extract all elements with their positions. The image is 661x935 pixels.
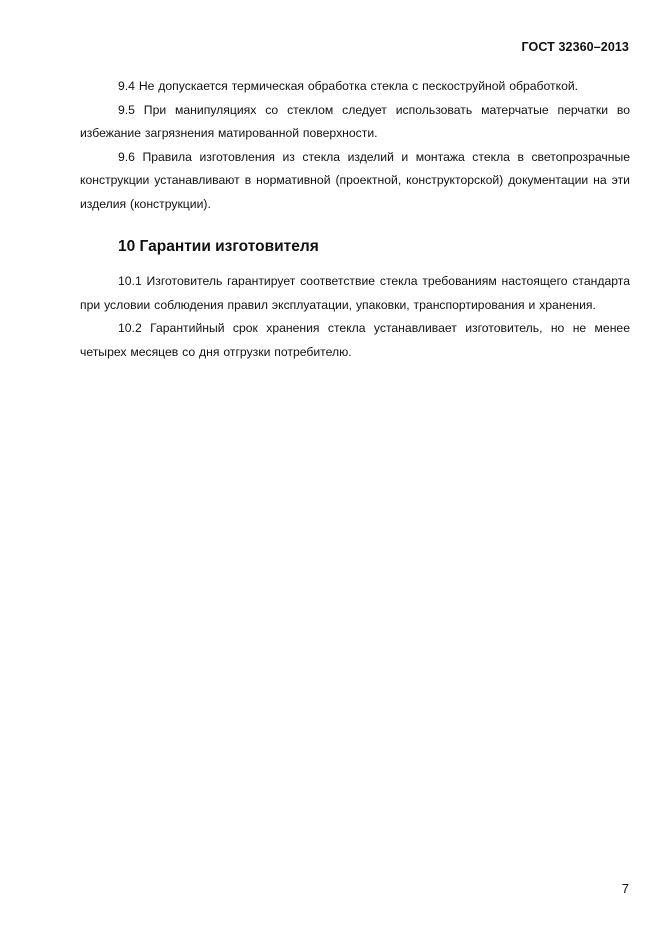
paragraph-9-4: 9.4 Не допускается термическая обработка стекла с пескоструйной обработкой.: [118, 79, 579, 93]
document-code-header: ГОСТ 32360–2013: [521, 40, 629, 54]
page-number: 7: [621, 881, 629, 896]
page-content: [80, 75, 630, 364]
paragraph-10-2: 10.2 Гарантийный срок хранения стекла устанавливает изготовитель, но не менее четырех месяцев со дня отгрузки потребителю.: [80, 321, 630, 359]
section-heading-10: 10 Гарантии изготовителя: [118, 238, 319, 255]
paragraph-9-6: 9.6 Правила изготовления из стекла изделий и монтажа стекла в светопрозрачные конструкции устанавливают в нормативной (проектной, конструкторской) документации на эти изделия (конструкции).: [80, 149, 630, 211]
paragraph-9-5: 9.5 При манипуляциях со стеклом следует использовать матерчатые перчатки во избежание загрязнения матированной поверхности.: [80, 102, 630, 140]
paragraph-10-1: 10.1 Изготовитель гарантирует соответствие стекла требованиям настоящего стандарта при условии соблюдения правил эксплуатации, упаковки, транспортирования и хранения.: [80, 274, 630, 312]
